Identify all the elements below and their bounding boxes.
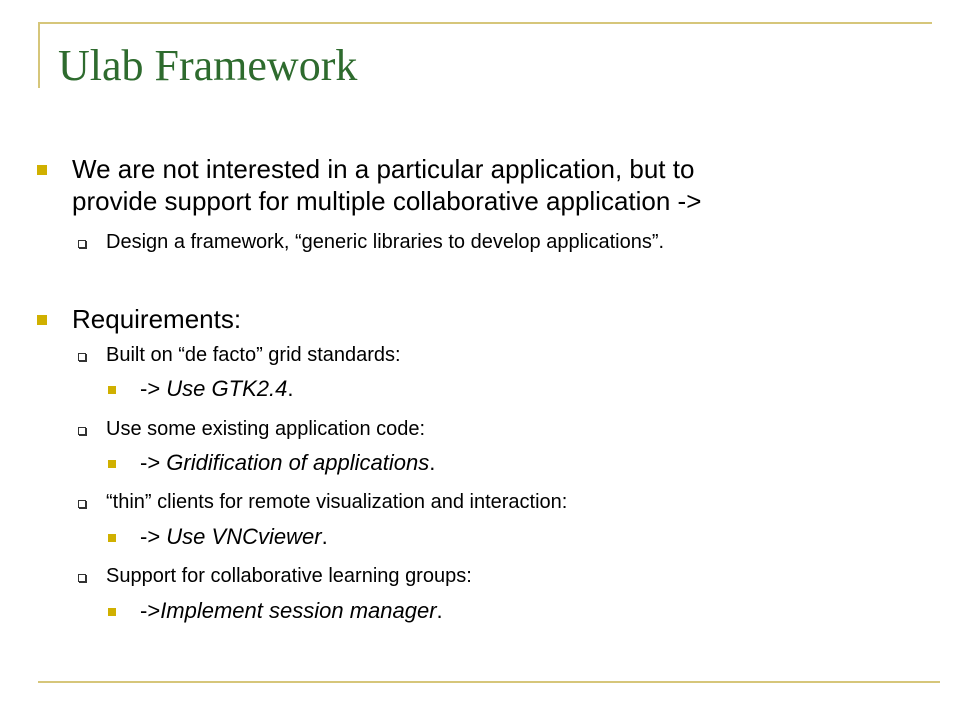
bullet-text-line1: We are not interested in a particular application, but to (72, 154, 695, 184)
point-text: Use VNCviewer (166, 524, 322, 549)
req-gridification-point (140, 449, 435, 477)
bullet-requirements (72, 304, 241, 335)
hollow-square-bullet-icon (78, 500, 86, 508)
req-existing-code (106, 416, 425, 442)
sub-bullet-text: Design a framework, “generic libraries to develop applications”. (106, 231, 665, 253)
square-bullet-icon (108, 608, 116, 616)
bullet-not-interested (72, 154, 694, 185)
square-bullet-icon (108, 534, 116, 542)
slide-title: Ulab Framework (58, 41, 358, 90)
square-bullet-icon (108, 460, 116, 468)
arrow-lead: -> (140, 450, 167, 475)
point-end: . (429, 450, 436, 475)
point-end: . (436, 598, 443, 623)
bullet-text-line2: provide support for multiple collaborative application -> (72, 186, 702, 216)
req-gtk-point (140, 375, 293, 403)
bullet-text: Requirements: (72, 304, 242, 334)
square-bullet-icon (37, 315, 47, 325)
req-text: Built on “de facto” grid standards: (106, 344, 401, 366)
point-text: Use GTK2.4 (166, 376, 288, 401)
hollow-square-bullet-icon (78, 353, 86, 361)
square-bullet-icon (108, 386, 116, 394)
point-text: Gridification of applications (166, 450, 430, 475)
req-grid-standards (106, 342, 401, 368)
hollow-square-bullet-icon (78, 427, 86, 435)
point-text: Implement session manager (160, 598, 437, 623)
bottom-rule (38, 681, 940, 683)
req-session-manager-point (140, 597, 443, 625)
point-end: . (287, 376, 294, 401)
req-text: Support for collaborative learning groups: (106, 565, 472, 587)
arrow-lead: -> (140, 524, 167, 549)
square-bullet-icon (37, 165, 47, 175)
arrow-lead: -> (140, 598, 161, 623)
req-text: “thin” clients for remote visualization and interaction: (106, 491, 568, 513)
req-vnc-point (140, 523, 328, 551)
arrow-lead: -> (140, 376, 167, 401)
left-rule (38, 22, 40, 88)
hollow-square-bullet-icon (78, 240, 86, 248)
bullet-not-interested-cont (72, 186, 701, 217)
req-collaborative-groups (106, 563, 472, 589)
top-rule (38, 22, 932, 24)
req-thin-clients (106, 489, 567, 515)
req-text: Use some existing application code: (106, 418, 426, 440)
sub-bullet-design-framework (106, 229, 664, 255)
point-end: . (321, 524, 328, 549)
hollow-square-bullet-icon (78, 574, 86, 582)
